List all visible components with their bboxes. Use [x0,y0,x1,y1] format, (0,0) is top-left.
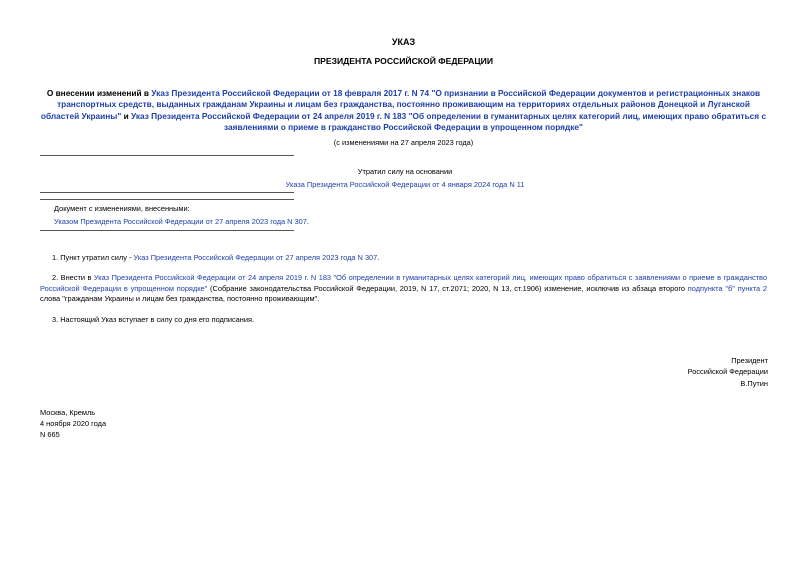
revoked-notice [180,166,630,191]
changes-suffix: . [306,216,309,226]
p2-text-b: (Собрание законодательства Российской Федерации, 2019, N 17, ст.2071; 2020, N 13, ст.1906) изменение, исключив из абзаца второго [207,283,688,293]
divider-line [40,192,294,193]
paragraph-1 [40,253,767,263]
signature-name: В.Путин [740,378,768,388]
place-city: Москва, Кремль [40,408,96,417]
p1-link[interactable]: Указ Президента Российской Федерации от 27 апреля 2023 года N 307 [133,253,378,262]
revoked-label: Утратил силу на основании [357,167,453,176]
place-date-block [40,407,106,440]
paragraph-2 [40,273,767,305]
divider-line [40,230,294,231]
document-title: УКАЗ [391,37,416,47]
document-heading [40,88,767,134]
signature-block [688,355,768,389]
revoked-link[interactable]: Указа Президента Российской Федерации от 4 января 2024 года N 11 [285,179,525,189]
amendment-note: (с изменениями на 27 апреля 2023 года) [333,138,474,147]
document-changes [54,203,334,229]
heading-link-decree-74[interactable]: Указ Президента Российской Федерации от 18 февраля 2017 г. N 74 "О признании в Российской Федерации документов и регистрационных знаков транспортных средств, выданных гражданам Украины и лицам без гражданства, постоянно проживающим на территориях отдельных районов Донецкой и Луганской областей Украины" [40,88,761,121]
divider-line [40,155,294,156]
p2-text-a: 2. Внести в [52,273,94,282]
signature-position: Президент [731,356,768,365]
p1-end: . [377,253,380,262]
place-date: 4 ноября 2020 года [40,419,107,429]
p1-text: 1. Пункт утратил силу - [52,253,134,262]
paragraph-3: 3. Настоящий Указ вступает в силу со дня его подписания. [52,315,255,324]
p2-link-decree-183[interactable]: Указ Президента Российской Федерации от 24 апреля 2019 г. N 183 "Об определении в гуманитарных целях категорий лиц, имеющих право обратиться с заявлениями о приеме в гражданство Российской Федерации в упрощенном порядке" [40,273,767,293]
place-number: N 665 [40,430,60,440]
p2-link-subparagraph[interactable]: подпункта "б" пункта 2 [687,283,767,293]
signature-country: Российской Федерации [687,367,768,377]
divider-line [40,199,294,200]
heading-link-decree-183[interactable]: Указ Президента Российской Федерации от 24 апреля 2019 г. N 183 "Об определении в гуманитарных целях категорий лиц, имеющих право обратиться с заявлениями о приеме в гражданство Российской Федерации в упрощенном порядке" [131,110,767,133]
document-subtitle: ПРЕЗИДЕНТА РОССИЙСКОЙ ФЕДЕРАЦИИ [313,56,494,66]
changes-label: Документ с изменениями, внесенными: [54,204,190,213]
p2-text-c: слова "гражданам Украины и лицам без гражданства, постоянно проживающим". [40,294,320,304]
heading-middle: и [121,110,132,121]
changes-link[interactable]: Указом Президента Российской Федерации от 27 апреля 2023 года N 307 [54,216,307,226]
heading-prefix: О внесении изменений в [46,88,152,98]
